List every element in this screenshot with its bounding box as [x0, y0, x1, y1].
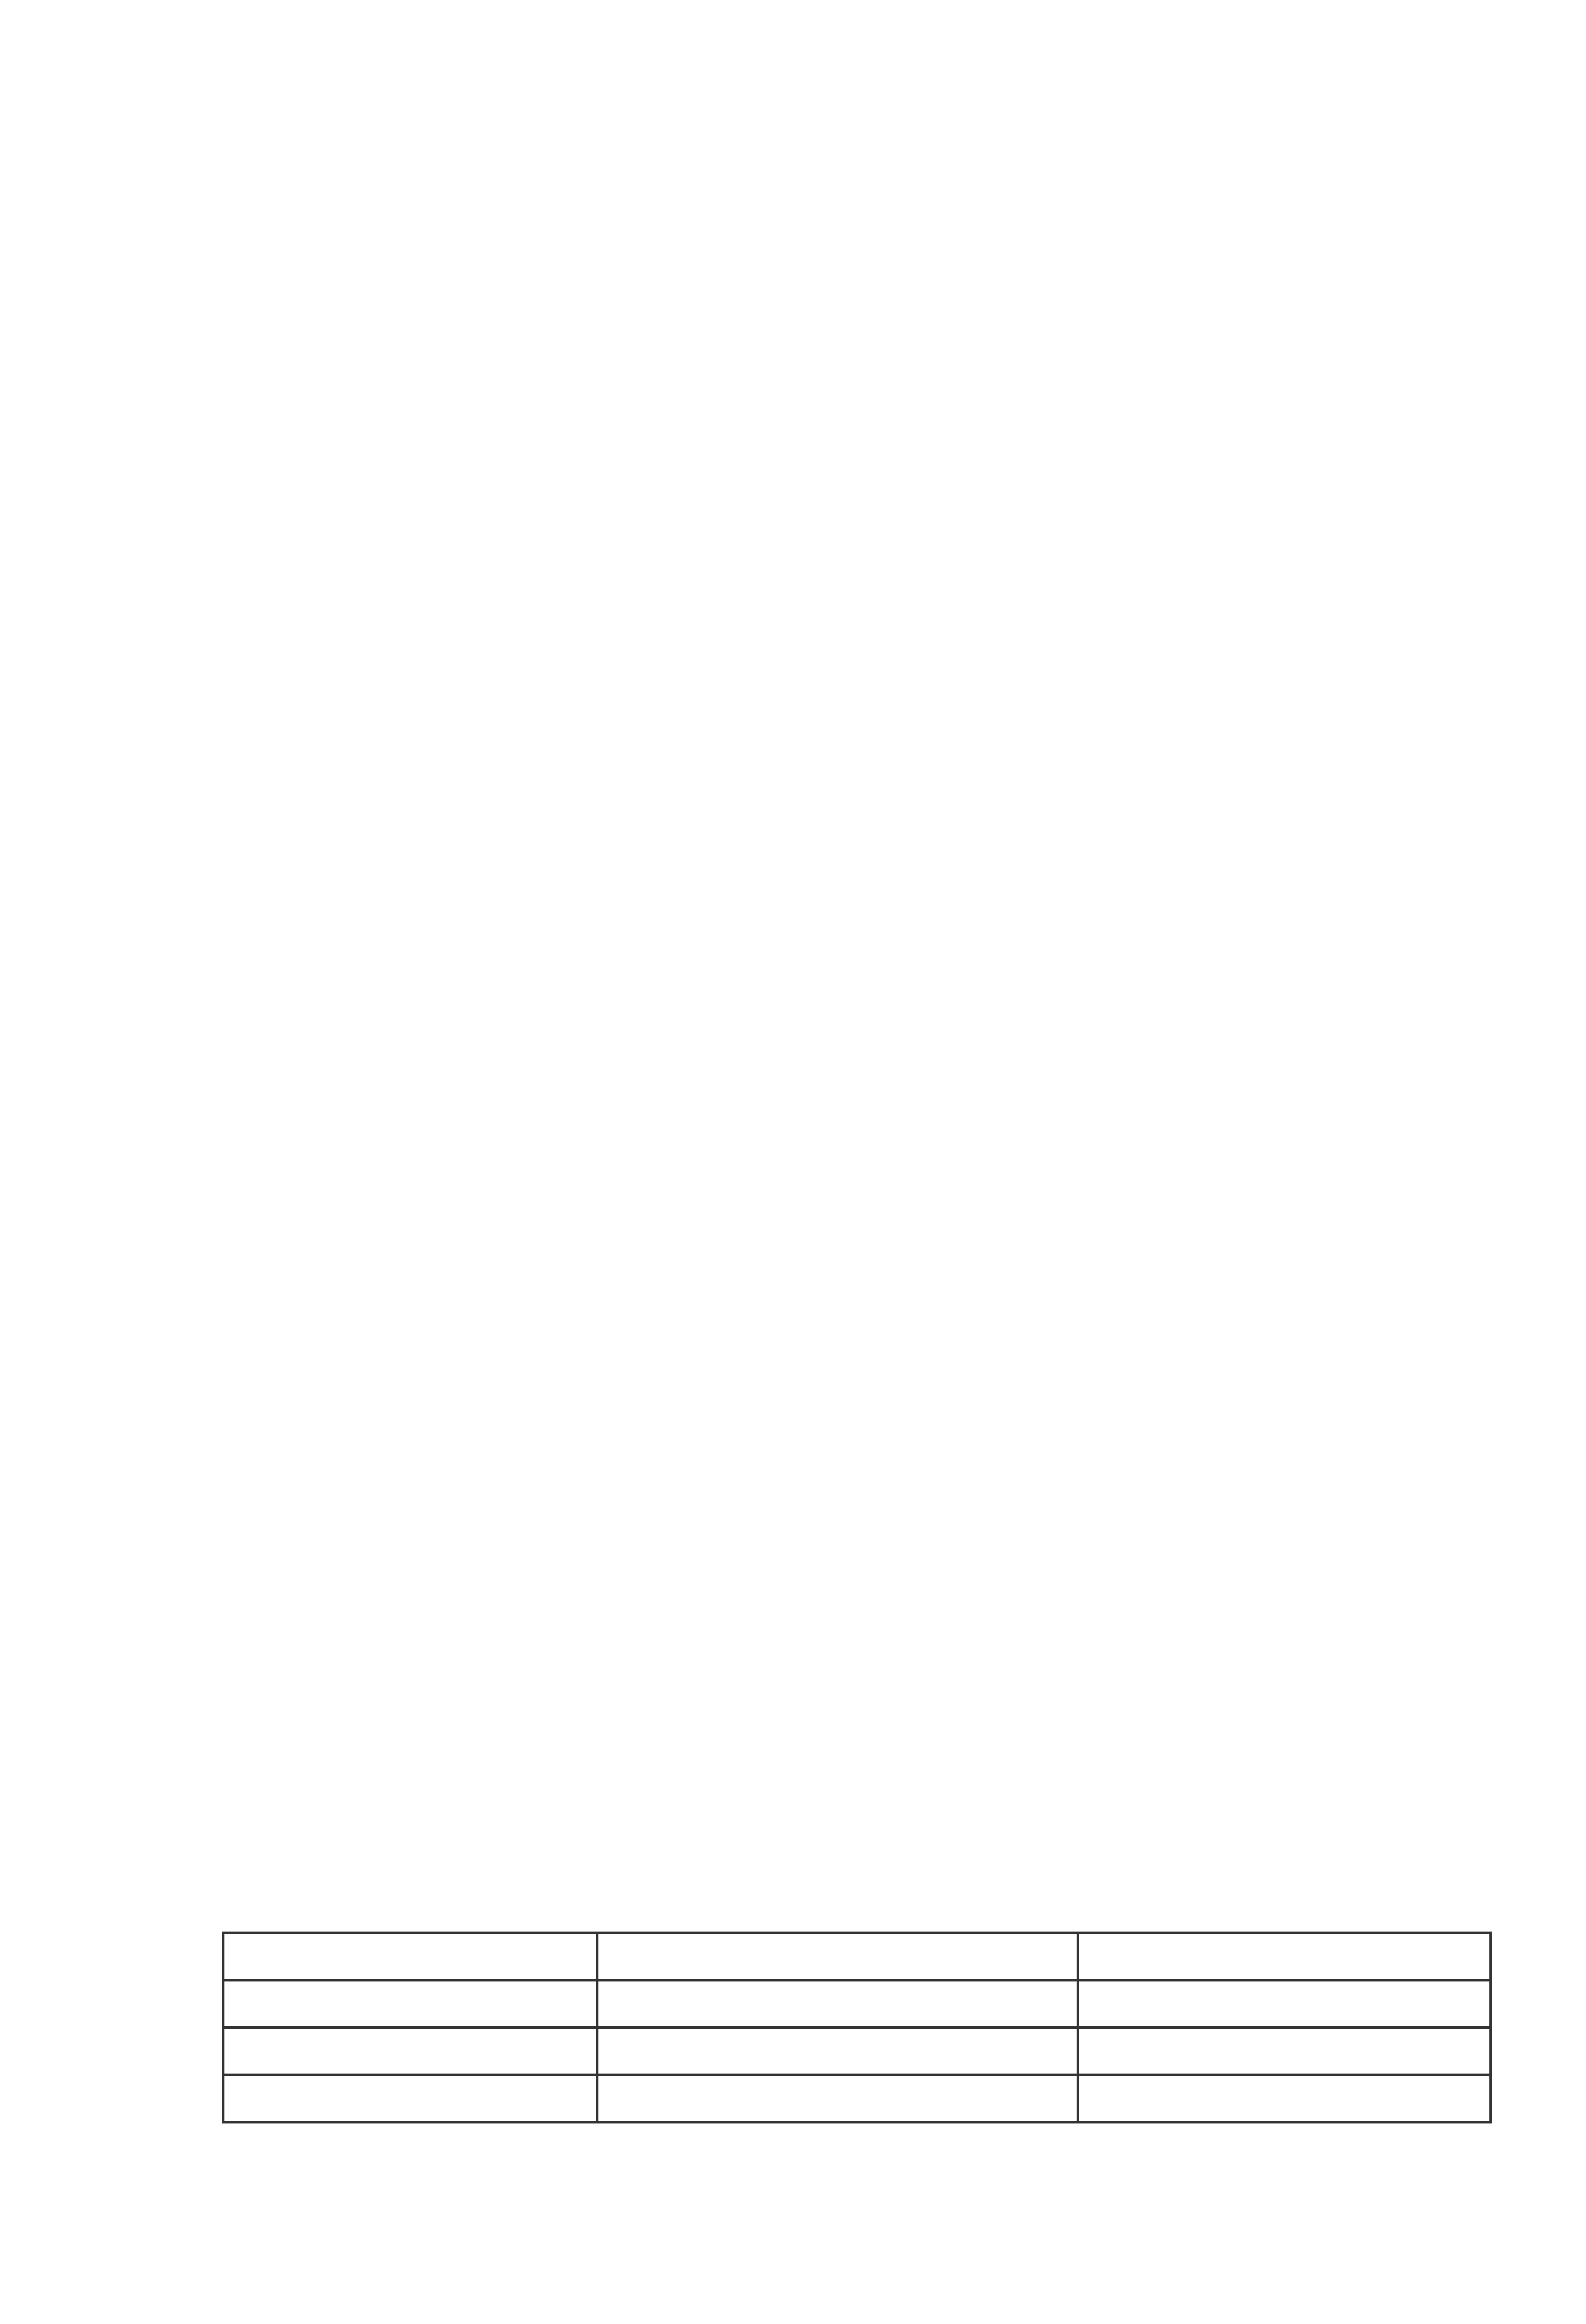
store-name	[223, 2028, 597, 2075]
discount-cell	[1078, 2028, 1491, 2075]
table-header-cell	[223, 1933, 597, 1980]
store-name	[223, 2075, 597, 2122]
table-row	[223, 2075, 1491, 2122]
table-67	[222, 1932, 1492, 2123]
table-row	[223, 2028, 1491, 2075]
table-row	[223, 1980, 1491, 2028]
table-header-cell	[1078, 1933, 1491, 1980]
discount-cell	[1078, 1980, 1491, 2028]
price-cell	[597, 2028, 1078, 2075]
price-cell	[597, 1980, 1078, 2028]
table-header-cell	[597, 1933, 1078, 1980]
table-header-row	[223, 1933, 1491, 1980]
store-name	[223, 1980, 597, 2028]
discount-cell	[1078, 2075, 1491, 2122]
price-cell	[597, 2075, 1078, 2122]
